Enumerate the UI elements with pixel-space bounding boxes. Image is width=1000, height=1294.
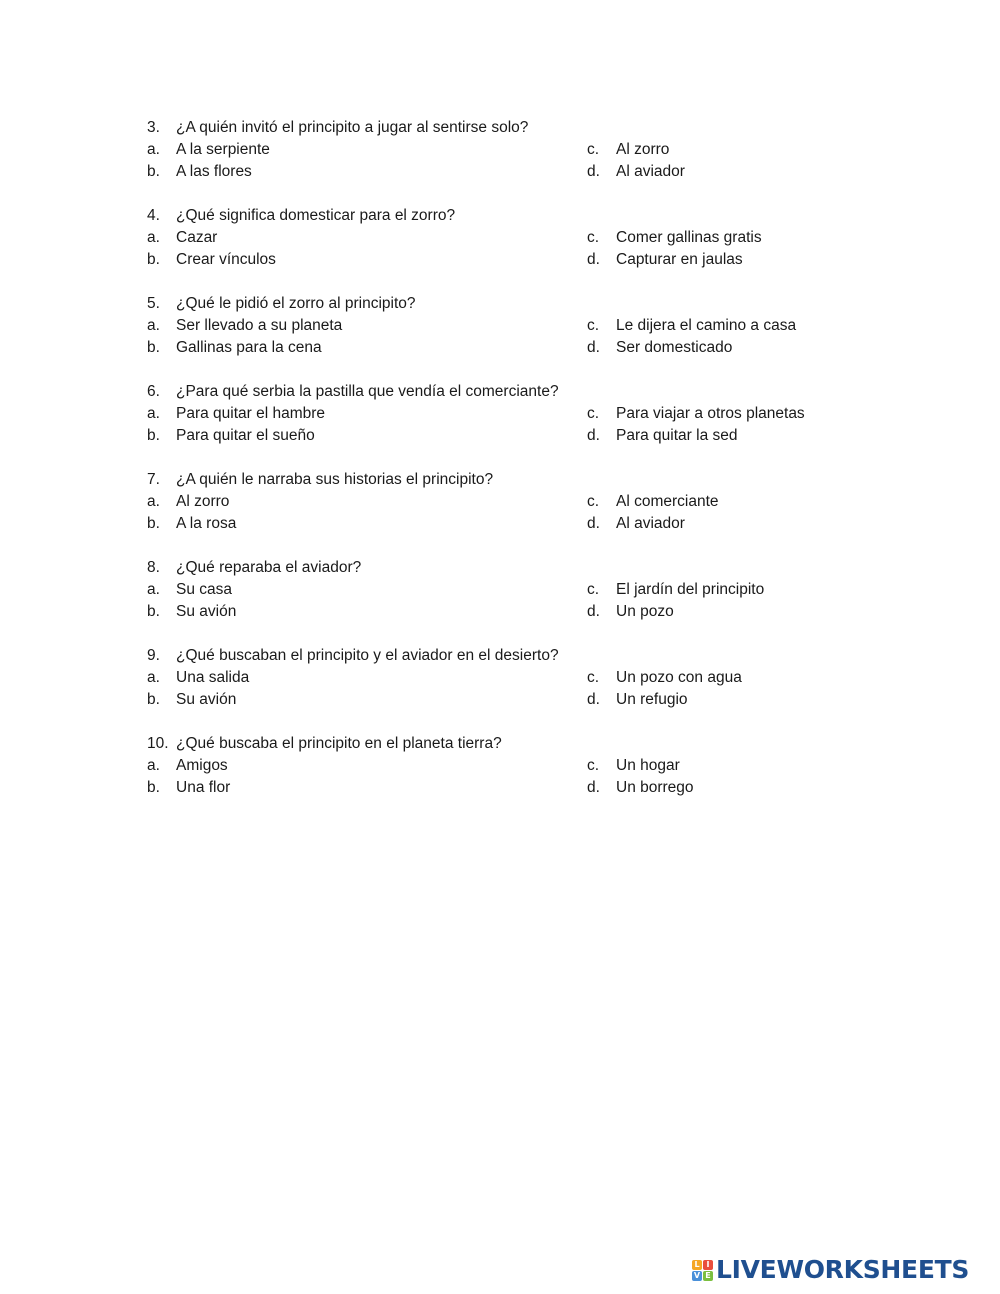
question-text: ¿Qué le pidió el zorro al principito?	[176, 295, 416, 312]
answer-row	[147, 249, 867, 271]
answer-row	[147, 755, 867, 777]
question-text: ¿Qué reparaba el aviador?	[176, 559, 362, 576]
logo-square: L	[692, 1260, 702, 1270]
option-text: Ser domesticado	[616, 339, 733, 356]
option-letter: c.	[587, 669, 600, 686]
liveworksheets-logo-icon	[692, 1260, 713, 1281]
answer-row	[147, 161, 867, 183]
option-letter: d.	[587, 251, 600, 268]
question-number: 8.	[147, 559, 160, 576]
option-text: Su avión	[176, 603, 237, 620]
option-letter: a.	[147, 141, 160, 158]
question-text: ¿A quién le narraba sus historias el principito?	[176, 471, 494, 488]
option-letter: b.	[147, 339, 160, 356]
question-line	[147, 381, 867, 403]
option-letter: b.	[147, 603, 160, 620]
option-letter: d.	[587, 427, 600, 444]
option-text: Su avión	[176, 691, 237, 708]
question-block	[147, 205, 867, 271]
question-list	[147, 117, 867, 821]
option-letter: b.	[147, 251, 160, 268]
option-text: Para quitar el sueño	[176, 427, 315, 444]
question-number: 4.	[147, 207, 160, 224]
option-letter: c.	[587, 405, 600, 422]
question-line	[147, 117, 867, 139]
question-line	[147, 293, 867, 315]
logo-square: E	[703, 1271, 713, 1281]
option-text: Para viajar a otros planetas	[616, 405, 805, 422]
option-letter: c.	[587, 317, 600, 334]
question-text: ¿A quién invitó el principito a jugar al sentirse solo?	[176, 119, 529, 136]
option-text: Al zorro	[176, 493, 230, 510]
question-line	[147, 205, 867, 227]
question-text: ¿Qué significa domesticar para el zorro?	[176, 207, 456, 224]
question-block	[147, 469, 867, 535]
option-text: Crear vínculos	[176, 251, 276, 268]
option-text: Para quitar la sed	[616, 427, 738, 444]
question-block	[147, 381, 867, 447]
question-number: 9.	[147, 647, 160, 664]
logo-square: V	[693, 1270, 701, 1280]
question-block	[147, 733, 867, 799]
question-number: 7.	[147, 471, 160, 488]
option-text: Un hogar	[616, 757, 680, 774]
answer-row	[147, 777, 867, 799]
answer-row	[147, 337, 867, 359]
option-text: Una flor	[176, 779, 231, 796]
option-text: Ser llevado a su planeta	[176, 317, 343, 334]
option-text: Gallinas para la cena	[176, 339, 322, 356]
option-letter: a.	[147, 229, 160, 246]
answer-row	[147, 667, 867, 689]
option-letter: d.	[587, 515, 600, 532]
option-text: Capturar en jaulas	[616, 251, 743, 268]
question-number: 5.	[147, 295, 160, 312]
option-letter: d.	[587, 339, 600, 356]
option-text: El jardín del principito	[616, 581, 765, 598]
question-block	[147, 293, 867, 359]
option-letter: d.	[587, 163, 600, 180]
option-letter: c.	[587, 493, 600, 510]
option-text: Cazar	[176, 229, 218, 246]
question-text: ¿Qué buscaban el principito y el aviador en el desierto?	[176, 647, 559, 664]
option-text: Su casa	[176, 581, 233, 598]
option-letter: b.	[147, 779, 160, 796]
option-letter: a.	[147, 669, 160, 686]
option-letter: b.	[147, 691, 160, 708]
question-text: ¿Qué buscaba el principito en el planeta tierra?	[176, 735, 502, 752]
option-letter: c.	[587, 141, 600, 158]
answer-row	[147, 139, 867, 161]
answer-row	[147, 491, 867, 513]
question-number: 10.	[147, 735, 169, 752]
option-letter: a.	[147, 581, 160, 598]
question-line	[147, 557, 867, 579]
answer-row	[147, 403, 867, 425]
answer-row	[147, 579, 867, 601]
option-text: Al zorro	[616, 141, 670, 158]
answer-row	[147, 425, 867, 447]
option-letter: a.	[147, 405, 160, 422]
logo-square: I	[703, 1260, 713, 1270]
option-text: Un pozo	[616, 603, 674, 620]
option-letter: c.	[587, 757, 600, 774]
question-block	[147, 645, 867, 711]
answer-row	[147, 689, 867, 711]
option-letter: c.	[587, 229, 600, 246]
option-letter: a.	[147, 757, 160, 774]
option-text: Le dijera el camino a casa	[616, 317, 797, 334]
question-block	[147, 557, 867, 623]
option-letter: a.	[147, 493, 160, 510]
question-line	[147, 733, 867, 755]
option-letter: b.	[147, 163, 160, 180]
option-text: Comer gallinas gratis	[616, 229, 762, 246]
option-letter: b.	[147, 427, 160, 444]
option-text: Un borrego	[616, 779, 694, 796]
answer-row	[147, 601, 867, 623]
option-text: A la serpiente	[176, 141, 270, 158]
option-letter: a.	[147, 317, 160, 334]
question-line	[147, 645, 867, 667]
option-letter: c.	[587, 581, 600, 598]
question-line	[147, 469, 867, 491]
answer-row	[147, 513, 867, 535]
liveworksheets-logo	[692, 1255, 969, 1285]
option-letter: b.	[147, 515, 160, 532]
answer-row	[147, 315, 867, 337]
option-text: Amigos	[176, 757, 228, 774]
question-number: 3.	[147, 119, 160, 136]
liveworksheets-logo-text: LIVEWORKSHEETS	[716, 1255, 970, 1284]
option-text: Un pozo con agua	[616, 669, 742, 686]
option-text: A las flores	[176, 163, 252, 180]
option-text: A la rosa	[176, 515, 237, 532]
option-letter: d.	[587, 691, 600, 708]
answer-row	[147, 227, 867, 249]
question-block	[147, 117, 867, 183]
question-number: 6.	[147, 383, 160, 400]
option-text: Una salida	[176, 669, 250, 686]
option-text: Al comerciante	[616, 493, 719, 510]
option-letter: d.	[587, 603, 600, 620]
option-letter: d.	[587, 779, 600, 796]
option-text: Al aviador	[616, 515, 685, 532]
option-text: Al aviador	[616, 163, 685, 180]
question-text: ¿Para qué serbia la pastilla que vendía el comerciante?	[176, 383, 559, 400]
option-text: Para quitar el hambre	[176, 405, 326, 422]
option-text: Un refugio	[616, 691, 688, 708]
